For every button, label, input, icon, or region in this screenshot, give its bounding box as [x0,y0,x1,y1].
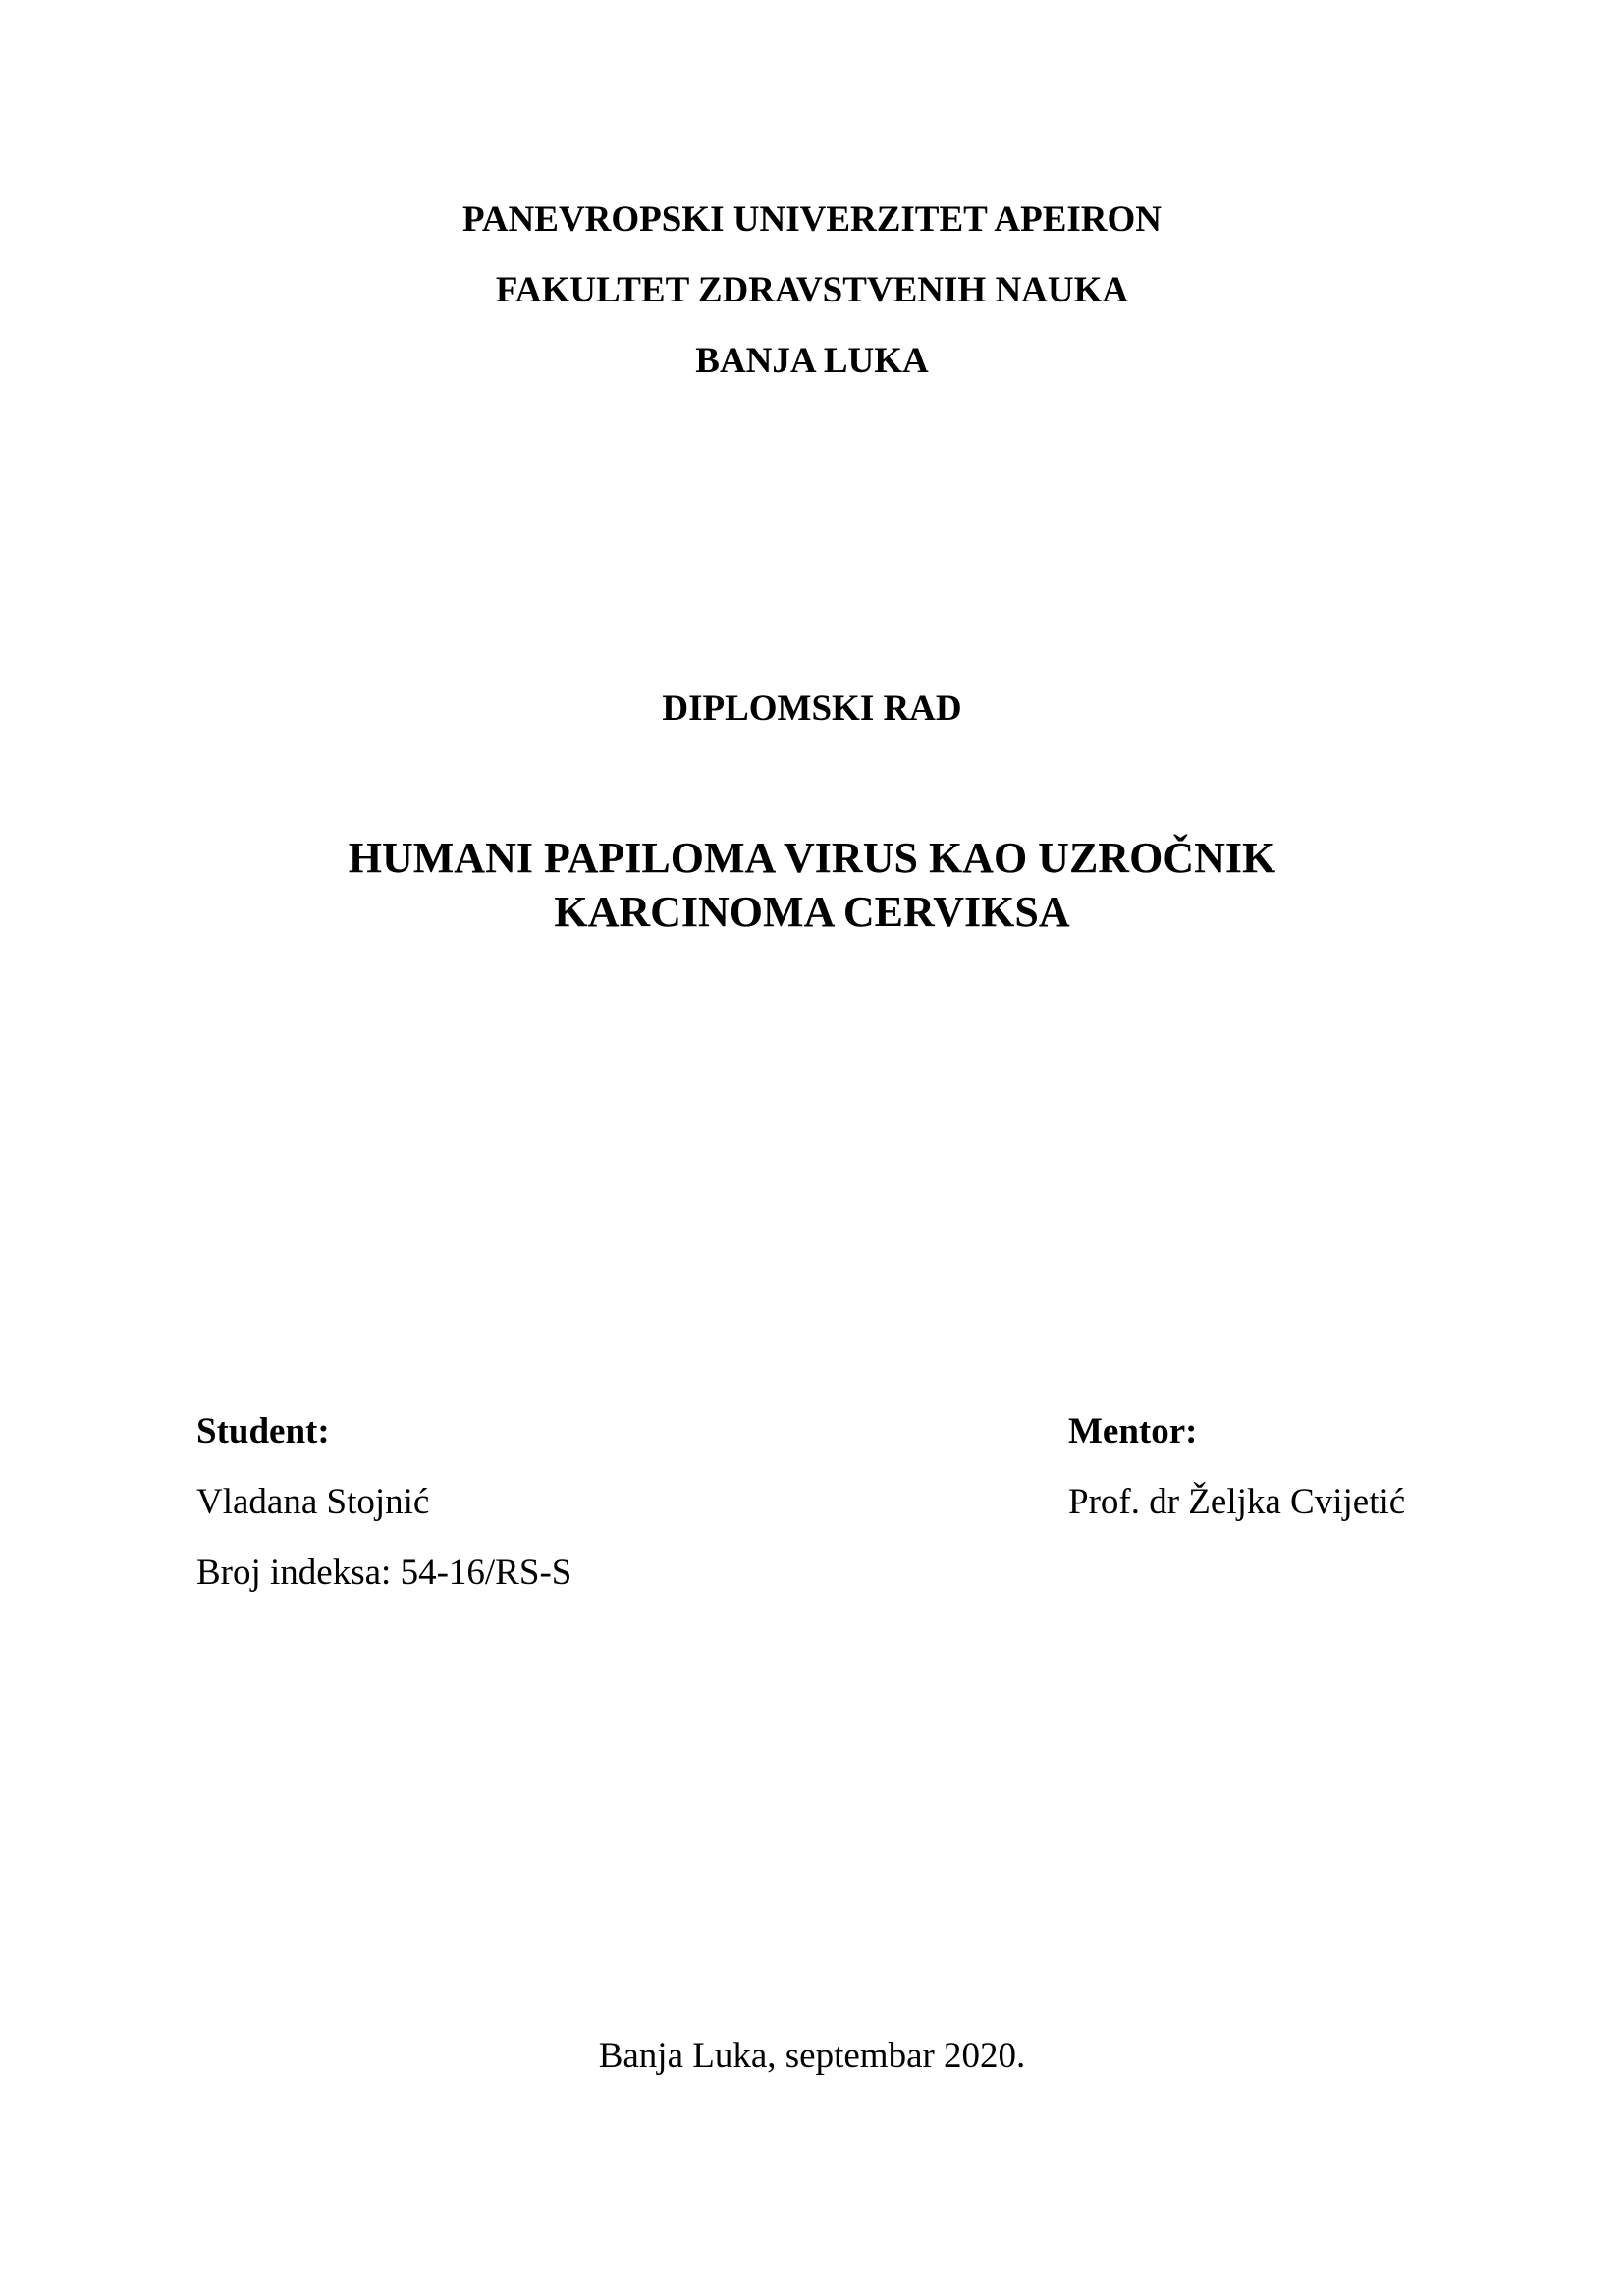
document-type: DIPLOMSKI RAD [662,688,962,729]
university-name: PANEVROPSKI UNIVERZITET APEIRON [461,199,1163,240]
thesis-title-line-1: HUMANI PAPILOMA VIRUS KAO UZROČNIK [348,834,1276,882]
mentor-name: Prof. dr Željka Cvijetić [1068,1482,1406,1522]
student-name: Vladana Stojnić [196,1482,430,1522]
thesis-title-line-2: KARCINOMA CERVIKSA [554,888,1070,936]
student-label: Student: [196,1411,330,1451]
mentor-label: Mentor: [1068,1411,1198,1451]
place-and-date: Banja Luka, septembar 2020. [598,2036,1026,2076]
student-index: Broj indeksa: 54-16/RS-S [196,1553,572,1593]
city-name: BANJA LUKA [695,341,929,381]
faculty-name: FAKULTET ZDRAVSTVENIH NAUKA [495,270,1129,310]
